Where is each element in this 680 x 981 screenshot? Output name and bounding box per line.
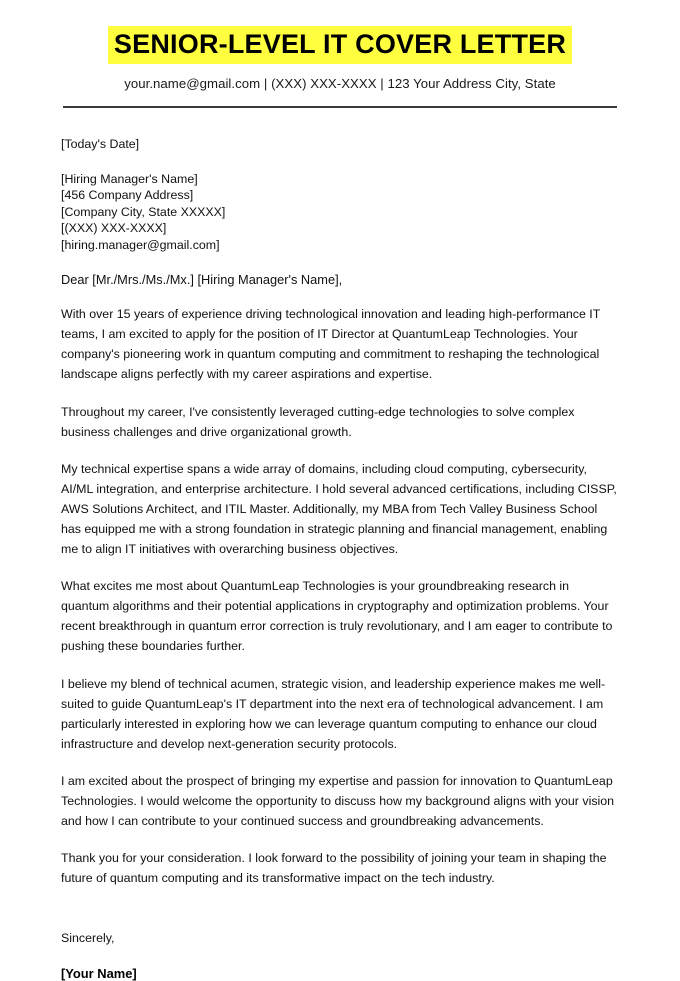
- signature-name: [Your Name]: [61, 966, 137, 981]
- salutation: Dear [Mr./Mrs./Ms./Mx.] [Hiring Manager's Name],: [61, 272, 343, 288]
- body-paragraph: Throughout my career, I've consistently leveraged cutting-edge technologies to solve complex business challenges and drive organizational growth.: [61, 404, 575, 439]
- body-paragraph: What excites me most about QuantumLeap Technologies is your groundbreaking research in quantum algorithms and their potential applications in cryptography and optimization problems. Your recent breakthrough in quantum error correction is truly revolutionary, and I am eager to contribute to pushing these boundaries further.: [61, 579, 613, 654]
- recipient-line: [Company City, State XXXXX]: [61, 204, 226, 219]
- body-paragraph: Thank you for your consideration. I look forward to the possibility of joining your team in shaping the future of quantum computing and its transformative impact on the tech industry.: [61, 851, 607, 886]
- contact-line: your.name@gmail.com | (XXX) XXX-XXXX | 123 Your Address City, State: [124, 75, 556, 91]
- title-row: [0, 26, 680, 64]
- page-title: SENIOR-LEVEL IT COVER LETTER: [108, 26, 572, 64]
- recipient-line: [456 Company Address]: [61, 188, 194, 203]
- body-paragraph: With over 15 years of experience driving technological innovation and leading high-performance IT teams, I am excited to apply for the position of IT Director at QuantumLeap Technologies. Your company's pioneering work in quantum computing and commitment to reshaping the technological landscape aligns perfectly with my career aspirations and expertise.: [61, 307, 601, 382]
- body-paragraph: My technical expertise spans a wide array of domains, including cloud computing, cybersecurity, AI/ML integration, and enterprise architecture. I hold several advanced certifications, including CISSP, AWS Solutions Architect, and ITIL Master. Additionally, my MBA from Tech Valley Business School has equipped me with a strong foundation in strategic planning and financial management, enabling me to align IT initiatives with overarching business objectives.: [61, 461, 617, 557]
- recipient-block: [61, 171, 617, 254]
- letter-header: [0, 0, 680, 108]
- header-divider: [63, 106, 617, 108]
- recipient-line: [Hiring Manager's Name]: [61, 171, 198, 186]
- date-line: [Today's Date]: [61, 136, 140, 151]
- body-paragraph: I believe my blend of technical acumen, strategic vision, and leadership experience makes me well-suited to guide QuantumLeap's IT department into the next era of technological advancement. I am particularly interested in exploring how we can leverage quantum computing to enhance our cloud infrastructure and develop next-generation security protocols.: [61, 676, 606, 751]
- recipient-line: [(XXX) XXX-XXXX]: [61, 221, 167, 236]
- recipient-line: [hiring.manager@gmail.com]: [61, 237, 220, 252]
- signoff: Sincerely,: [61, 931, 115, 946]
- letter-body: [0, 136, 680, 981]
- body-paragraph: I am excited about the prospect of bringing my expertise and passion for innovation to QuantumLeap Technologies. I would welcome the opportunity to discuss how my background aligns with your vision and how I can contribute to your continued success and groundbreaking advancements.: [61, 773, 615, 829]
